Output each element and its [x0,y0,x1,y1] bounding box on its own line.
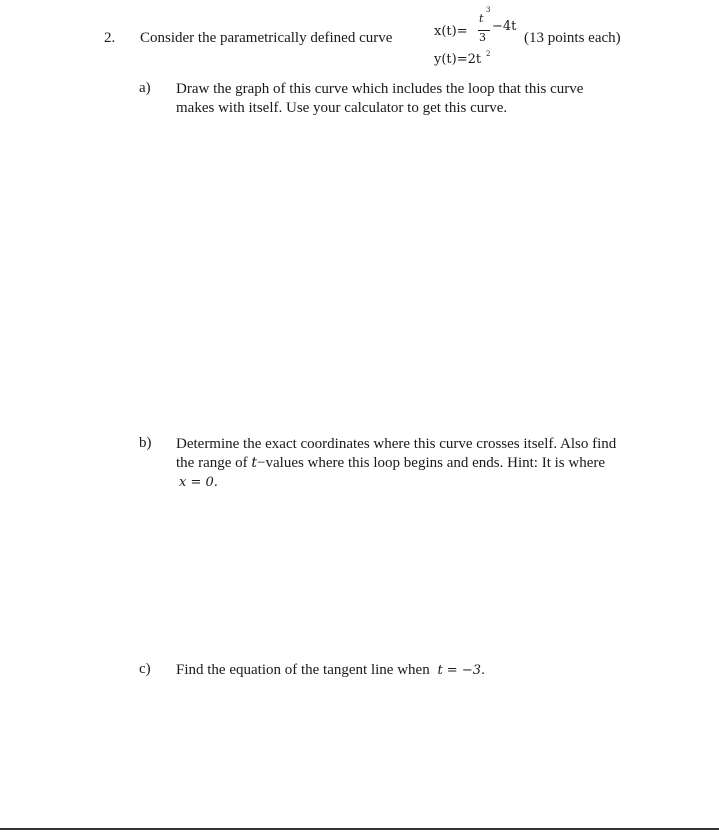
part-b-text [176,435,616,492]
part-a-text [176,80,583,118]
part-a-line-1: Draw the graph of this curve which includes the loop that this curve [176,81,584,97]
part-c-line-1: Find the equation of the tangent line when [176,662,430,678]
y-equation-exponent: 2 [486,50,491,58]
part-b-line-2 [176,454,616,473]
part-b-label: b) [139,435,152,451]
question-number: 2. [104,30,116,46]
t-symbol: t [251,455,258,471]
x-equation-lhs: x(t)= [434,24,468,39]
part-c-equation: t = −3. [437,663,486,678]
part-c-text [176,661,485,680]
part-a-label: a) [139,80,151,96]
y-equation: y(t)=2t [434,52,482,67]
part-b-line-1: Determine the exact coordinates where this curve crosses itself. Also find [176,436,617,452]
x-equation-rest: −4t [492,19,517,34]
part-b-hint-equation: x = 0. [179,475,218,490]
question-intro: Consider the parametrically defined curve [140,30,393,46]
part-b-line-2-start: the range of [176,455,248,471]
x-equation-denominator: 3 [479,31,486,44]
part-b-line-2-end: −values where this loop begins and ends. Hint: It is where [257,455,606,471]
points-label: (13 points each) [524,30,621,46]
page-bottom-rule [0,828,719,830]
x-equation-numerator: t [479,12,484,25]
x-equation-numerator-exponent: 3 [486,6,491,14]
part-a-line-2: makes with itself. Use your calculator to get this curve. [176,100,508,116]
part-c-label: c) [139,661,151,677]
